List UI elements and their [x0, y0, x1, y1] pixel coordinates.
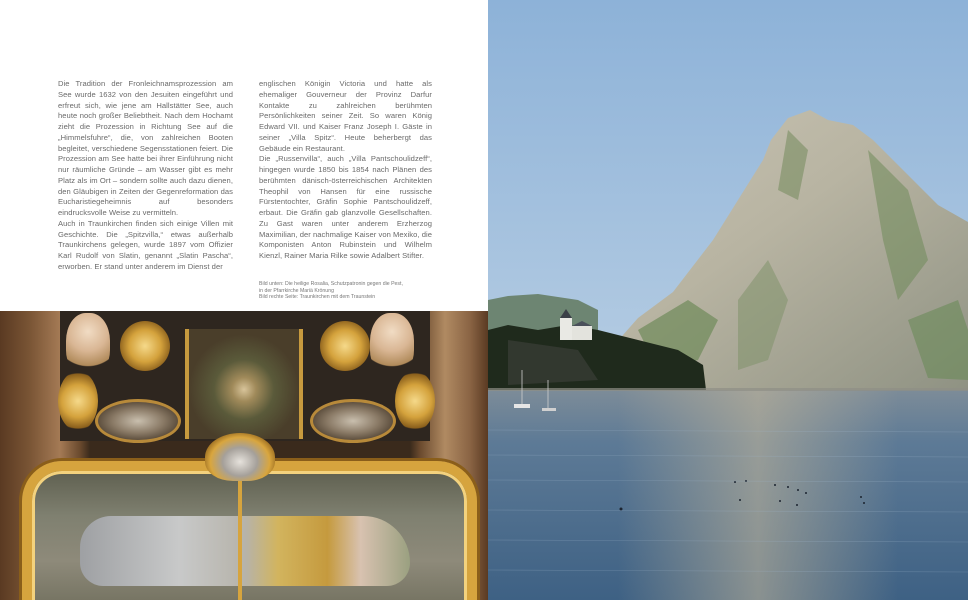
altar-center-panel [185, 329, 303, 439]
paragraph: Die Tradition der Fronleichnamsprozession am See wurde 1632 von den Jesuiten eingeführt und erfreut sich, wie jene am Hallstätter See, auch heute noch großer Beliebtheit. Nach dem Hochamt zieht die Prozession in Richtung See auf die „Himmelsfuhre“, die, von zahlreichen Booten begleitet, verschiedene Segensstationen feiert. Die Prozession am See hatte bei ihrer Einführung nicht nur räumliche Gründe – am Wasser gibt es mehr Platz als im Ort – sondern sollte auch dazu dienen, den Gläubigen in Zeiten der Gegenreformation das Eucharistiegeheimnis auf besonders eindrucksvolle Weise zu vermitteln. [58, 79, 233, 217]
text-column-left [58, 79, 233, 273]
caption-line: Bild rechte Seite: Traunkirchen mit dem Traunstein [259, 294, 376, 301]
gold-ornament [120, 321, 170, 371]
gilded-crest [205, 433, 275, 481]
altar-reliquary-oval-left [95, 399, 181, 443]
caption-line: in der Pfarrkirche Mariä Krönung [259, 287, 334, 294]
gilded-rod [238, 476, 242, 600]
text-column-right [259, 79, 432, 262]
gold-ornament [320, 321, 370, 371]
lake-mountain-photo [488, 0, 968, 600]
landscape-illustration [488, 0, 968, 600]
gold-ornament [395, 371, 435, 431]
cherub-figure-right [370, 313, 414, 375]
altar-photo [0, 311, 488, 600]
photo-caption [259, 281, 459, 301]
reclining-saint-figure [80, 516, 410, 586]
cherub-figure-left [66, 313, 110, 375]
paragraph: englischen Königin Victoria und hatte als ehemaliger Gouverneur der Provinz Darfur Kontakte zu zahlreichen berühmten Persönlichkeiten seiner Zeit. So waren König Edward VII. und Kaiser Franz Joseph I. Gäste in seiner „Villa Spitz“. Heute beherbergt das Gebäude ein Restaurant. [259, 79, 432, 153]
altar-reliquary-oval-right [310, 399, 396, 443]
paragraph: Auch in Traunkirchen finden sich einige Villen mit Geschichte. Die „Spitzvilla,“ etwas außerhalb Traunkirchens gelegen, wurde 1897 vom Offizier Karl Rudolf von Slatin, genannt „Slatin Pascha“, erworben. Er stand unter anderem im Dienst der [58, 218, 233, 271]
paragraph: Die „Russenvilla“, auch „Villa Pantschoulidzeff“, hingegen wurde 1850 bis 1854 nach Plänen des berühmten dänisch-österreichischen Architekten Theophil von Hansen für eine russische Fürstentochter, Gräfin Sophie Pantschoulidzeff, erbaut. Die Gräfin gab glanzvolle Gesellschaften. Zu Gast waren unter anderem Erzherzog Maximilian, der nachmalige Kaiser von Mexiko, die Komponisten Anton Rubinstein und Wilhelm Kienzl, Rainer Maria Rilke sowie Adalbert Stifter. [259, 154, 432, 260]
caption-line: Bild unten: Die heilige Rosalia, Schutzpatronin gegen die Pest, [259, 281, 403, 287]
gold-ornament [58, 371, 98, 431]
